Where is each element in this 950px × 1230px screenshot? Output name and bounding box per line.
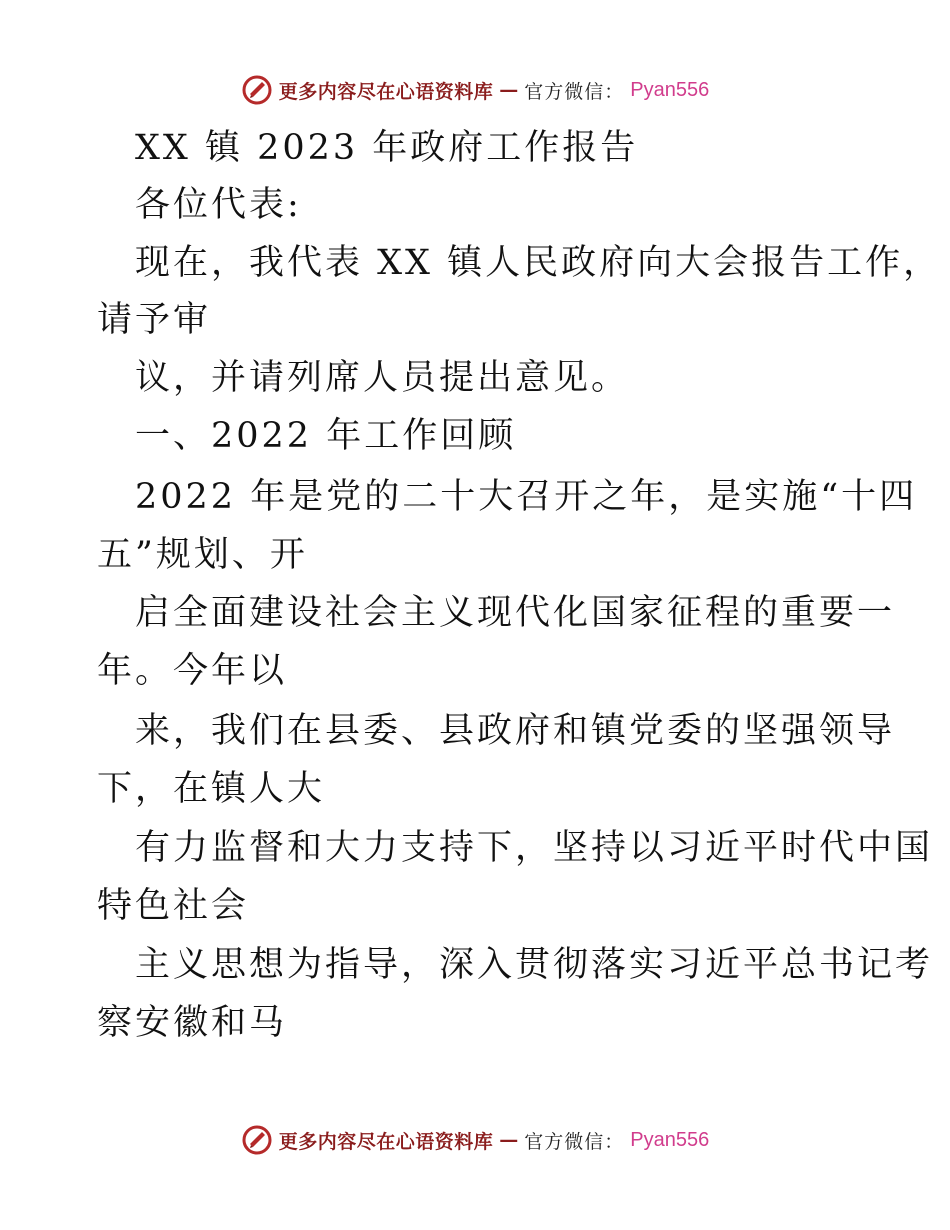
paragraph-line: 现在，我代表 XX 镇人民政府向大会报告工作， [135,243,942,283]
watermark-wechat-label: 官方微信： [524,80,625,103]
document-title: XX 镇 2023 年政府工作报告 [135,128,639,168]
paragraph-line: 五”规划、开 [97,535,308,575]
paragraph-line: 主义思想为指导，深入贯彻落实习近平总书记考 [135,945,934,985]
watermark-separator: — [499,1129,519,1151]
watermark-wechat-id: Pyan556 [630,78,710,101]
watermark-footer [0,1120,950,1160]
paragraph-line: 议，并请列席人员提出意见。 [135,358,630,398]
brand-logo-icon [241,1124,273,1156]
brand-logo-icon [241,74,273,106]
salutation: 各位代表: [135,185,302,225]
watermark-wechat-label: 官方微信： [524,1130,625,1153]
paragraph-line: 有力监督和大力支持下，坚持以习近平时代中国 [135,828,934,868]
watermark-header [0,70,950,110]
paragraph-line: 请予审 [97,300,212,340]
paragraph-line: 启全面建设社会主义现代化国家征程的重要一 [135,593,896,633]
paragraph-line: 年。今年以 [97,651,288,691]
watermark-wechat-id: Pyan556 [630,1128,710,1151]
section-heading: 一、2022 年工作回顾 [135,416,517,456]
watermark-brand-text: 更多内容尽在心语资料库 [278,1130,494,1153]
paragraph-line: 下，在镇人大 [97,769,326,809]
watermark-brand-text: 更多内容尽在心语资料库 [278,80,494,103]
paragraph-line: 来，我们在县委、县政府和镇党委的坚强领导 [135,711,896,751]
paragraph-line: 2022 年是党的二十大召开之年，是实施“十四 [135,477,918,517]
paragraph-line: 特色社会 [97,886,250,926]
watermark-separator: — [499,79,519,101]
paragraph-line: 察安徽和马 [97,1003,288,1043]
